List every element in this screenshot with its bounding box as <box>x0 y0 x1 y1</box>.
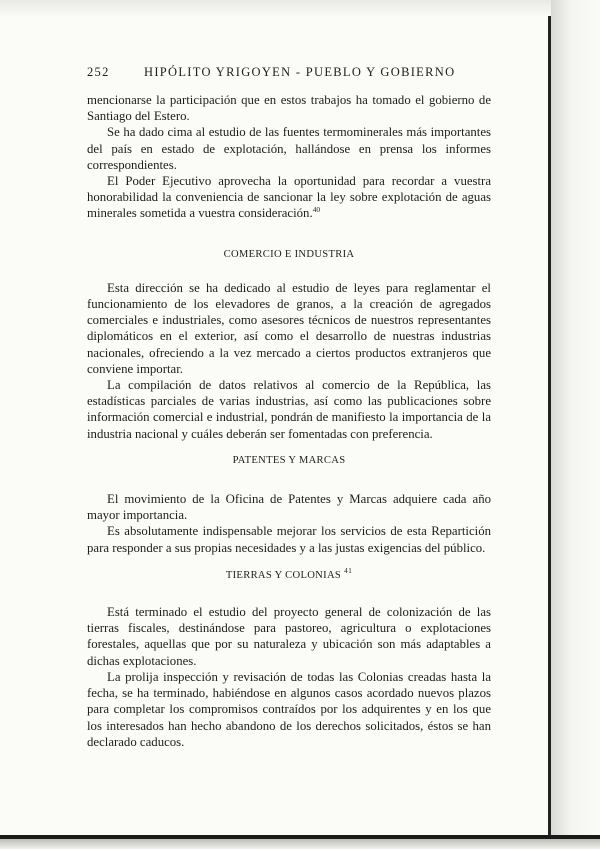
paragraph-text: El Poder Ejecutivo aprovecha la oportunidad para recordar a vuestra honorabilidad la conveniencia de sancionar la ley sobre explotación de aguas minerales sometida a vuestra consideración. <box>87 174 491 221</box>
paragraph <box>87 173 491 222</box>
section-heading-comercio: COMERCIO E INDUSTRIA <box>223 248 355 260</box>
paragraph: mencionarse la participación que en estos trabajos ha tomado el gobierno de Santiago del Estero. <box>87 93 491 124</box>
footnote-ref: 41 <box>344 565 353 575</box>
page-right-edge <box>548 16 551 836</box>
section-heading-text: TIERRAS Y COLONIAS <box>225 569 342 581</box>
paragraph: Se ha dado cima al estudio de las fuentes termominerales más importantes del país en estado de explotación, hallándose en prensa los informes correspondientes. <box>87 125 491 172</box>
running-title: HIPÓLITO YRIGOYEN - PUEBLO Y GOBIERNO <box>144 65 456 79</box>
section-heading-tierras <box>87 565 491 584</box>
paragraph: La compilación de datos relativos al comercio de la República, las estadísticas parciales de varias industrias, así como las publicaciones sobre información comercial e industrial, pondrán de manifiesto la importancia de la industria nacional y cuáles deberán ser fomentadas con preferencia. <box>87 378 491 441</box>
page-header <box>87 65 489 85</box>
paragraph: La prolija inspección y revisación de todas las Colonias creadas hasta la fecha, se ha terminado, habiéndose en algunos casos acordado nuevos plazos para completar los compromisos contraídos por los adquirentes y en los que los interesados han hecho abandono de los derechos solicitados, éstos se han declarado caducos. <box>87 669 491 749</box>
paragraph: Esta dirección se ha dedicado al estudio de leyes para reglamentar el funcionamiento de los elevadores de granos, a la creación de agregados comerciales e industriales, como asesores técnicos de nuestros representantes diplomáticos en el exterior, así como el desarrollo de nuestras industrias nacionales, ofreciendo a la vez mercado a ciertos productos extranjeros que conviene importar. <box>87 280 491 376</box>
page-top-shadow <box>0 0 600 18</box>
footnote-ref: 40 <box>312 205 321 215</box>
page-bottom-shadow <box>0 839 600 849</box>
section-heading-patentes: PATENTES Y MARCAS <box>232 454 346 466</box>
paragraph: Está terminado el estudio del proyecto general de colonización de las tierras fiscales, destinándose para pastoreo, agricultura o explotaciones forestales, aquellas que por su naturaleza y ubicación son más adaptables a dichas explotaciones. <box>87 605 491 668</box>
page-body <box>87 92 491 750</box>
paragraph: Es absolutamente indispensable mejorar los servicios de esta Repartición para responder a sus propias necesidades y a las justas exigencias del público. <box>87 524 491 555</box>
page-number: 252 <box>87 65 110 79</box>
page-right-shadow <box>551 0 600 849</box>
paragraph: El movimiento de la Oficina de Patentes y Marcas adquiere cada año mayor importancia. <box>87 492 491 523</box>
